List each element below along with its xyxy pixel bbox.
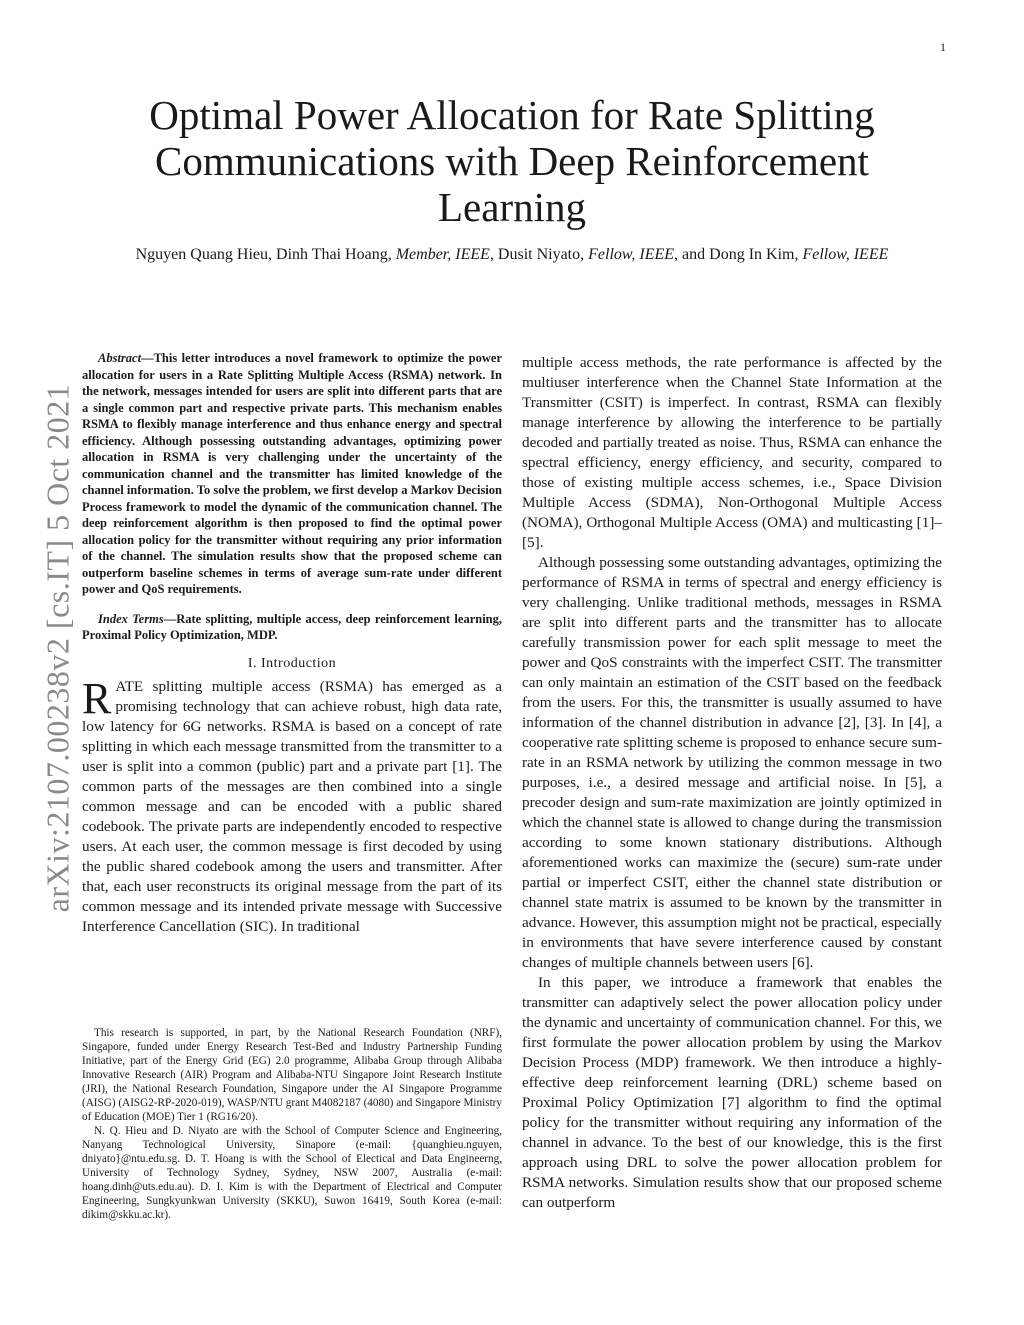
author-names-3: , and Dong In Kim, [674, 246, 803, 263]
intro-paragraph-1-text: splitting multiple access (RSMA) has emerged as a promising technology that can achieve robust, high data rate, low latency for 6G networks. RSMA is based on a concept of rate splitting in which each message transmitted from the transmitter to a user is split into a common (public) part and a private part [1]. The common parts of the messages are then combined into a single common message and can be encoded with a public shared codebook. The private parts are independently encoded to respective users. At each user, the common message is first decoded by using the public shared codebook among the users and transmitter. After that, each user reconstructs its original message from the part of its common message and its intended private message with Successive Interference Cancellation (SIC). In traditional [82, 677, 502, 935]
author-names-1: Nguyen Quang Hieu, Dinh Thai Hoang, [135, 246, 396, 263]
intro-paragraph-2: Although possessing some outstanding advantages, optimizing the performance of RSMA in terms of spectral and energy efficiency is very challenging. Unlike traditional methods, messages in RSMA are split into different parts and the transmitter has to allocate carefully transmission power for each split message to meet the power and QoS constraints with the imperfect CSIT. The transmitter can only maintain an estimation of the CSIT based on the feedback from the users. For this, the transmitter is usually assumed to have information of the channel distribution in advance [2], [3]. In [4], a cooperative rate splitting scheme is proposed to enhance secure sum-rate in an RSMA network by utilizing the common message in two purposes, i.e., a desired message and artificial noise. In [5], a precoder design and sum-rate maximization are jointly optimized in which the channel state is allowed to change during the transmission according to some known stationary distributions. Although aforementioned works can maximize the (secure) sum-rate under partial or imperfect CSIT, either the channel state distribution or channel state matrix is assumed to be known by the transmitter in advance. However, this assumption might not be practical, especially in environments that have severe interference caused by constant changes of multiple channels between users [6]. [522, 554, 942, 971]
section-heading-introduction: I. Introduction [247, 655, 337, 671]
right-column [522, 353, 942, 1213]
author-role-3: Fellow, IEEE [802, 246, 889, 263]
abstract-text: —This letter introduces a novel framework to optimize the power allocation for users in a Rate Splitting Multiple Access (RSMA) network. In the network, messages intended for users are split into different parts that are a single common part and respective private parts. This mechanism enables RSMA to flexibly manage interference and thus enhance energy and spectral efficiency. Although possessing outstanding advantages, optimizing power allocation in RSMA is very challenging under the uncertainty of the communication channel and the transmitter has limited knowledge of the channel information. To solve the problem, we first develop a Markov Decision Process framework to model the dynamic of the communication channel. The deep reinforcement algorithm is then proposed to find the optimal power allocation policy for the transmitter without requiring any prior information of the channel. The simulation results show that the proposed scheme can outperform baseline schemes in terms of average sum-rate under different power and QoS requirements. [82, 351, 502, 596]
author-role-2: Fellow, IEEE [588, 246, 675, 263]
intro-first-word: ATE [115, 677, 144, 695]
arxiv-identifier-stamp: arXiv:2107.00238v2 [cs.IT] 5 Oct 2021 [39, 383, 76, 913]
footnote-affiliations: N. Q. Hieu and D. Niyato are with the School of Computer Science and Engineering, Nanyang Technological University, Sinapore (e-mail: {quanghieu.nguyen, dniyato}@ntu.edu.sg. D. T. Hoang is with the School of Electical and Data Engineerng, University of Technology Sydney, Sydney, NSW 2007, Australia (e-mail: hoang.dinh@uts.edu.au). D. I. Kim is with the Department of Electrical and Computer Engineering, Sungkyunkwan University (SKKU), Suwon 16419, South Korea (e-mail: dikim@skku.ac.kr). [82, 1125, 502, 1221]
intro-paragraph-1 [82, 673, 502, 937]
intro-paragraph-1-continued: multiple access methods, the rate performance is affected by the multiuser interference when the Channel State Information at the Transmitter (CSIT) is imperfect. In contrast, RSMA can flexibly manage interference by allowing the interference to be partially decoded and partially treated as noise. Thus, RSMA can enhance the spectral efficiency, energy efficiency, and security, compared to those of existing multiple access schemes, i.e., Space Division Multiple Access (SDMA), Non-Orthogonal Multiple Access (NOMA), Orthogonal Multiple Access (OMA) and multicasting [1]–[5]. [522, 354, 942, 551]
page-number: 1 [940, 40, 946, 54]
paper-title: Optimal Power Allocation for Rate Splitting Communications with Deep Reinforcement Learning [149, 92, 875, 230]
index-terms-text: —Rate splitting, multiple access, deep reinforcement learning, Proximal Policy Optimization, MDP. [82, 611, 502, 642]
drop-cap: R [82, 673, 112, 723]
author-role-1: Member, IEEE [395, 246, 490, 263]
footnotes [82, 1026, 502, 1222]
index-terms-label: Index Terms [98, 611, 164, 626]
author-list [80, 244, 944, 266]
footnote-funding: This research is supported, in part, by the National Research Foundation (NRF), Singapore, funded under Energy Research Test-Bed and Industry Partnership Funding Initiative, part of the Energy Grid (EG) 2.0 programme, Alibaba Group through Alibaba Innovative Research (AIR) Program and Alibaba-NTU Singapore Joint Research Institute (JRI), the National Research Foundation, Singapore under the AI Singapore Programme (AISG) (AISG2-RP-2020-019), WASP/NTU grant M4082187 (4080) and Singapore Ministry of Education (MOE) Tier 1 (RG16/20). [82, 1027, 502, 1123]
abstract-label: Abstract [98, 351, 142, 365]
left-column [82, 350, 502, 937]
intro-paragraph-3: In this paper, we introduce a framework that enables the transmitter can adaptively select the power allocation policy under the dynamic and uncertainty of communication channel. For this, we first formulate the power allocation problem by using the Markov Decision Process (MDP) framework. We then introduce a highly-effective deep reinforcement learning (DRL) scheme based on Proximal Policy Optimization [7] algorithm to find the optimal policy for the transmitter without requiring any information of the channel in advance. To the best of our knowledge, this is the first approach using DRL to solve the power allocation problem for RSMA networks. Simulation results show that our proposed scheme can outperform [522, 974, 942, 1211]
index-terms [82, 611, 502, 644]
abstract [82, 350, 502, 598]
author-names-2: , Dusit Niyato, [489, 246, 589, 263]
